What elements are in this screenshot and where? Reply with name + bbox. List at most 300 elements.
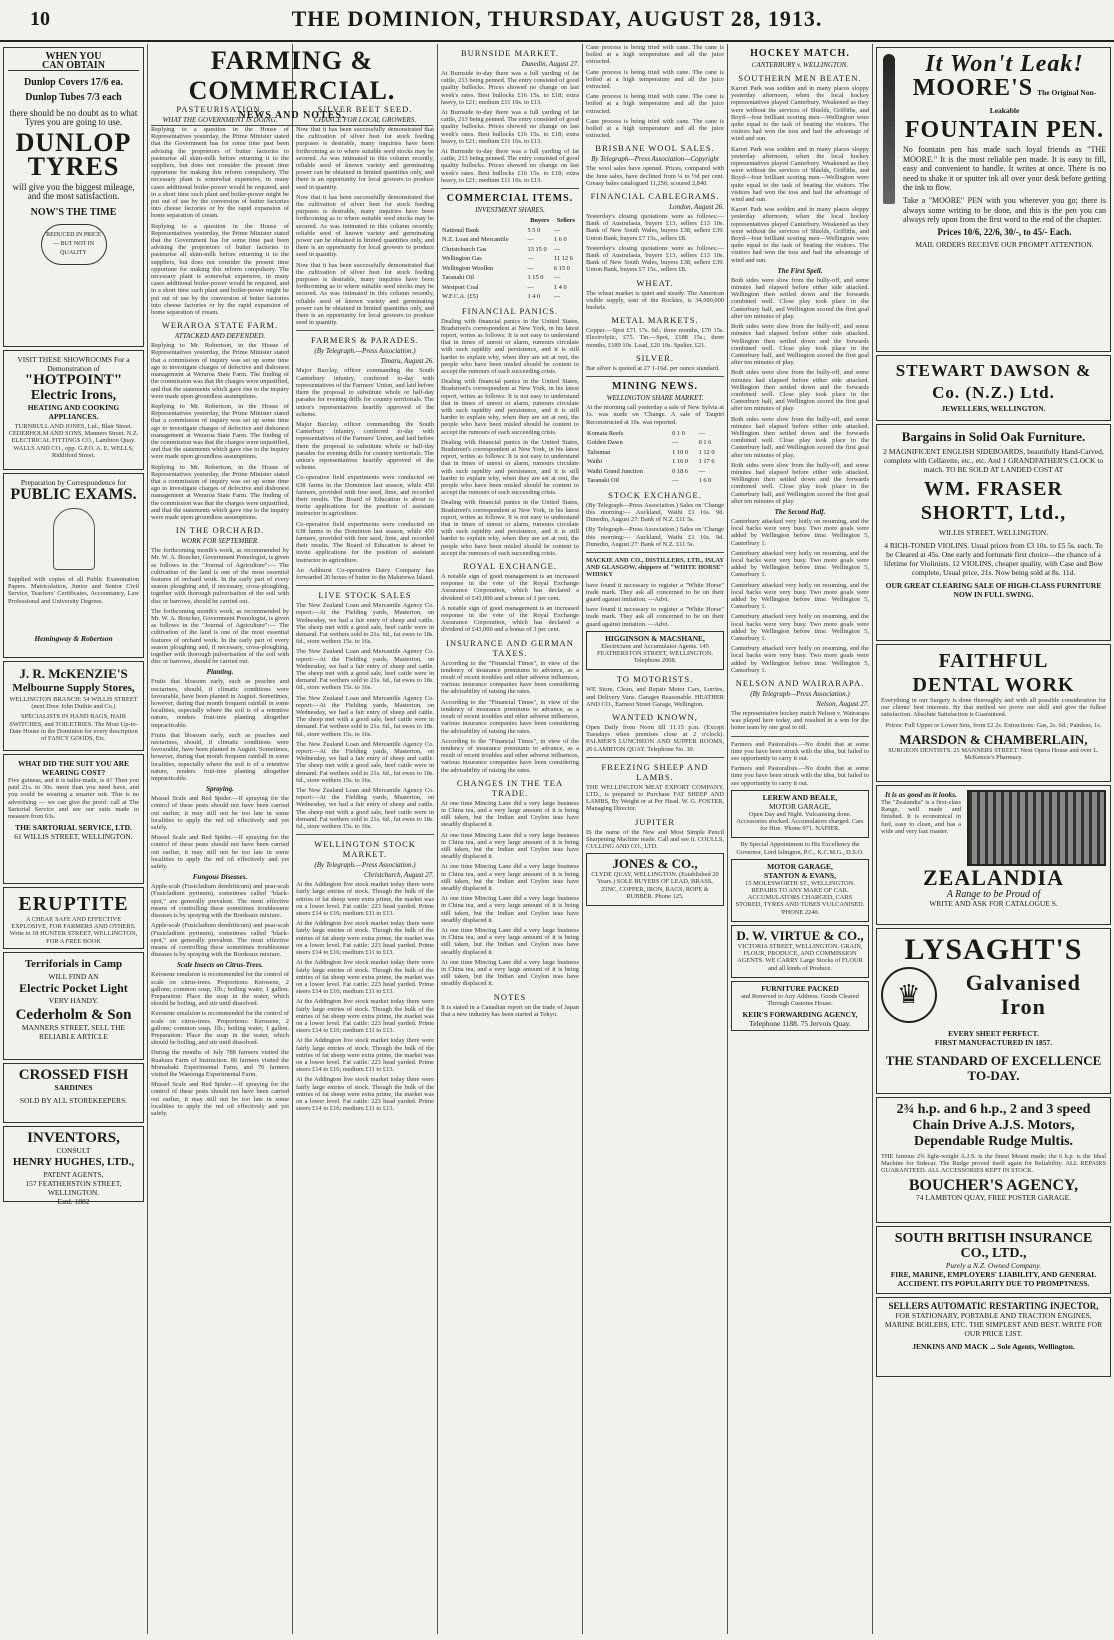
article-subheading: (By Telegraph.—Press Association.): [314, 347, 416, 356]
crossed-fish-sold: SOLD BY ALL STOREKEEPERS.: [19, 1096, 128, 1105]
article-body: The representative hockey match Nelson v. Wairarapa was played here today, and resulted in a win for the home team by one goal to nil.: [731, 710, 869, 732]
article-body: Co-operative field experiments were conducted on 638 farms in the Dominion last season, while 450 farmers, provided with free seed, lime, and recorded their results. The Board of Education is about to invite applications for the position of assistant instructor in agriculture.: [296, 520, 434, 564]
zealandia-body: The "Zealandia" is a first-class Range, well made and finished. It is economical in fuel, easy to clean, and has a wide and very fast roaster.: [881, 799, 961, 835]
column-1: [0, 44, 147, 1634]
article-subheading: By Telegraph—Press Association—Copyright: [591, 155, 719, 164]
whisky-body: have found it necessary to register a "White Horse" trade mark. They ask all concerned to be on their guard against imitation. —Advt.: [586, 606, 724, 628]
moores-pen-ad: [876, 47, 1111, 352]
crossed-fish-ad: [3, 1063, 144, 1123]
table-cell: Waihi: [587, 458, 603, 466]
fraser-address: WILLIS STREET, WELLINGTON.: [938, 528, 1049, 537]
table-cell: 1 6 0: [553, 236, 567, 244]
camp-light: Electric Pocket Light: [19, 981, 128, 995]
article-body: At the Addington live stock market today there were fairly large entries of stock. Though the bulk of the entries of fat sheep were extra prime, the market was on a lower level. Fat cattle: 223 head yarded. Prime steers £14 to £16; medium £11 to £13.: [296, 1037, 434, 1074]
table-cell: 13 15 0: [527, 245, 547, 253]
dental-body: Everything in our Surgery is done thoroughly and with all possible consideration for our clients' best interests. By that method we prove our skill and give the fullest satisfaction. Absolute Satisfaction is Guaranteed.: [881, 697, 1106, 719]
ajs-heading: 2¾ h.p. and 6 h.p., 2 and 3 speed Chain Drive A.J.S. Motors, Dependable Rudge Multis.: [896, 1102, 1091, 1149]
motor-heading: MOTOR GARAGE,: [767, 861, 833, 871]
article-subheading: CANTERBURY v. WELLINGTON.: [751, 61, 849, 69]
article-body: Dealing with financial panics in the United States, Bradstreet's correspondent at New York, in his latest report, writes as follows: It is not easy to understand that in times of unrest or alarm, rumours circulate with such rapidity and persistence, and it is still harder to explain why, when they are set at rest, the people who have been misled should be content to accept the rumours of each succeeding crisis.: [441, 317, 579, 375]
mckenzie-name: J. R. McKENZIE'S: [19, 666, 128, 681]
dunlop-obtain: CAN OBTAIN: [8, 61, 139, 71]
mckenzie-specialists: SPECIALISTS IN HAND BAGS, HAIR SWITCHES, and TOILETRIES. The Most Up-to-Date House in the Dominion for every description of FANCY GOODS, Etc.: [9, 713, 138, 743]
divider: [296, 585, 434, 586]
table-cell: Taranaki Oil: [442, 274, 475, 282]
article-heading: SILVER BEET SEED.: [317, 104, 413, 114]
lerew-ad: [731, 790, 869, 839]
article-body: At the Addington live stock market today there were fairly large entries of stock. Though the bulk of the entries of fat sheep were extra prime, the market was on a lower level. Fat cattle: 223 head yarded. Prime steers £14 to £16; medium £11 to £13.: [296, 881, 434, 918]
lerew-sub: MOTOR GARAGE,: [769, 801, 831, 811]
table-row: [441, 235, 579, 245]
hotpoint-visit: VISIT THESE SHOWROOMS For a Demonstration of: [17, 355, 130, 373]
table-cell: W.F.C.A. (£5): [442, 293, 478, 301]
page-number: 10: [30, 8, 50, 30]
article-body: Yesterday's closing quotations were as follows:— Bank of Australasia, buyers £13, sellers £13 10s. Bank of New South Wales, buyers £38, sellers £39. Union Bank, buyers £7 15s., sellers £8.: [586, 213, 724, 242]
article-heading: COMMERCIAL ITEMS.: [446, 193, 574, 205]
article-heading: PASTEURISATION.: [176, 104, 264, 114]
fraser-shortt-name: WM. FRASER SHORTT, Ltd.,: [920, 478, 1067, 524]
wanted-heading: WANTED KNOWN,: [612, 711, 698, 722]
dunlop-covers: Dunlop Covers 17/6 ea.: [24, 77, 123, 88]
moores-name: MOORE'S: [912, 75, 1034, 101]
hotpoint-agents: TURNBULL AND JONES, Ltd., Blair Street. CEDERHOLM AND SONS, Manners Street. N.Z. ELECTRICAL FITTINGS CO., Lambton Quay. WALLS AND CO., opp. G.P.O. A. E. WELLS, Riddiford Street.: [8, 423, 139, 459]
oak-heading: Bargains in Solid Oak Furniture.: [901, 429, 1086, 444]
dental-ad: [876, 644, 1111, 782]
hotpoint-appliances: HEATING AND COOKING APPLIANCES.: [27, 403, 120, 421]
sartorial-name: THE SARTORIAL SERVICE, LTD.: [15, 823, 132, 833]
article-subheading: (By Telegraph—Press Association.): [750, 690, 850, 699]
mckenzie-store: Melbourne Supply Stores,: [12, 682, 135, 694]
hotpoint-name: "HOTPOINT": [24, 372, 123, 388]
article-body: Mussel Scale and Red Spider.—If spraying for the control of these pests should not have been carried out earlier, it may still not be too late in some localities to apply the red oil effectively and yet safely.: [151, 795, 289, 832]
mckenzie-ad: [3, 661, 144, 751]
article-body: Replying to Mr. Robertson, in the House of Representatives yesterday, the Prime Minister stated that a commission of inquiry was set up some time ago to investigate charges of defective and dishonest management at Weraroa State Farm. The finding of the commission was that the charges were unjustified, and that the statements which gave rise to the inquiry were made upon groundless assumptions.: [151, 342, 289, 400]
furniture-body: and Removed to Any Address. Goods Cleared Through Customs House.: [741, 992, 859, 1007]
article-heading: INSURANCE AND GERMAN TAXES.: [446, 637, 574, 658]
article-body: Cane process is being tried with cane. The cane is boiled at a high temperature and all the juice extracted.: [586, 117, 724, 140]
crown-trade-mark-icon: ♛: [881, 967, 937, 1023]
article-heading: MINING NEWS.: [612, 381, 698, 393]
range-stove-image: [967, 790, 1106, 866]
motorists-body: WE Store, Clean, and Repair Motor Cars, Lorries, and Delivery Vans. Garages Reasonable. HEATHER AND CO., Earnest Street Garage, Wellington.: [586, 686, 724, 708]
dunlop-tyres: TYRES: [27, 152, 120, 181]
article-body: Farmers and Pastoralists.—No doubt that at some time you have been struck with the idea, but failed to see opportunity to carry it out.: [731, 740, 869, 763]
table-cell: —: [553, 293, 561, 301]
jones-body: CLYDE QUAY, WELLINGTON. (Established 20 Years.) SOLE BUYERS OF LEAD, BRASS, ZINC, COPPER, IRON, RAGS, ROPE & RUBBER. Phone 125.: [591, 871, 719, 900]
article-heading: WERAROA STATE FARM.: [161, 320, 279, 331]
divider: [731, 736, 869, 737]
whisky-heading: MACKIE AND CO., DISTILLERS, LTD., ISLAY AND GLASGOW, shippers of "WHITE HORSE" WHISKY: [586, 556, 724, 579]
article-body: Yesterday's closing quotations were as follows:— Bank of Australasia, buyers £13, sellers £13 10s. Bank of New South Wales, buyers £38, sellers £39. Union Bank, buyers £7 15s., sellers £8.: [586, 244, 724, 274]
article-body: Karori Park was sodden and in many places sloppy yesterday afternoon, when the local hockey representatives played Canterbury. Weakened as they were without the services of Shields, Griffiths, and Boyd—four brilliant scoring men—Wellington were quite equal to the task of beating the visitors. The visitors had won the toss and had the advantage of wind and sun.: [731, 206, 869, 264]
pen-body: No fountain pen has made such loyal friends as "THE MOORE." It is the most reliable pen made. It is easy to fill, easy and convenient to handle. It writes at once. There is no need to shake it or sputter ink all over your desk before getting the ink to flow.: [903, 145, 1106, 193]
table-cell: 1 12 0: [698, 448, 715, 456]
table-row: [441, 264, 579, 274]
table-cell: National Bank: [442, 226, 480, 234]
stewart-dawson-sub: JEWELLERS, WELLINGTON.: [941, 404, 1046, 413]
zealandia-tagline: A Range to be Proud of: [946, 889, 1041, 900]
table-cell: —: [672, 477, 679, 485]
exams-body: Supplied with copies of all Public Examination Papers. Matriculation, Junior and Senior Civil Service, Teachers' Certificates, Accountancy, Law Professional and University Degrees.: [8, 576, 139, 605]
jenkins-mack: JENKINS AND MACK ... Sole Agents, Wellington.: [912, 1342, 1075, 1351]
article-body: Now that it has been successfully demonstrated that the cultivation of silver beet for stock feeding purposes is desirable, many inquiries have been forthcoming as to where suitable seed stocks may be secured. As was intimated in this column recently, reliable seed of known variety and germinating power can be obtained in limited quantities only, and there is an opportunity for local growers to produce seed in quantity.: [296, 261, 434, 327]
article-body: Major Barclay, officer commanding the South Canterbury infantry, conferred to-day with representatives of the Farmers' Union, and laid before them the proposal to substitute whole or half-day parades for evening drills for country territorials. The union's representatives heartily approved of the scheme.: [296, 367, 434, 418]
oak-body: 2 MAGNIFICENT ENGLISH SIDEBOARDS, beautifully Hand-Carved, complete with Cellarette, etc., etc. And 1 GRANDFATHER'S CLOCK to match. TO BE SOLD AT LANDED COST AT: [883, 447, 1104, 474]
stewart-dawson-name: STEWART DAWSON & Co. (N.Z.) Ltd.: [895, 361, 1092, 402]
column-6: [728, 44, 872, 1634]
table-row: [441, 254, 579, 264]
sellers-body: FOR STATIONARY, PORTABLE AND TRACTION ENGINES, MARINE BOILERS, ETC. THE SIMPLEST AND BEST. WRITE FOR OUR PRICE LIST.: [884, 1311, 1103, 1338]
article-body: At Burnside to-day there was a full yarding of fat cattle, 213 being penned. The entry consisted of good quality bullocks. Prices showed no change on last week's rates. Best bullocks £16 15s. to £18; extra heavy, to £21; medium £11 10s. to £13.: [441, 148, 579, 184]
article-body: Copper.—Spot £71 17s. 6d.; three months, £70 15s. Electrolytic, £75. Tin.—Spot, £188 15s.; three months, £189 10s. Lead, £20 10s. Spelter, £21.: [586, 327, 724, 349]
table-cell: Wellington Woollen: [442, 264, 494, 272]
masthead: [0, 0, 1114, 42]
article-body: The wheat market is quiet and steady. The American visible supply, east of the Rockies, is 34,600,000 bushels.: [586, 289, 724, 312]
article-body: Replying to a question in the House of Representatives yesterday, the Prime Minister stated that the Government has for some time past been advising the proprietors of butter factories to pasteurise all skim-milk before returning it to the suppliers, but does not consider the present time opportune for making this reform compulsory. The necessary plant is somewhat expensive, in many cases additional boiler-power would be required, and in a short time such plant and boiler-power might be put out of use by the conversion of butter factories into cheese factories or by the rapid expansion of home separation of cream.: [151, 222, 289, 317]
zealandia-top: It is as good as it looks.: [885, 790, 957, 799]
dunlop-when: WHEN YOU: [45, 51, 102, 62]
table-cell: —: [698, 429, 705, 437]
table-row: [586, 457, 724, 467]
jupiter-heading: JUPITER: [634, 816, 676, 827]
table-cell: 6 15 0: [553, 264, 570, 272]
hughes-established: Estd. 1882: [57, 1197, 90, 1206]
article-heading: METAL MARKETS.: [611, 315, 699, 326]
shares-table: [441, 216, 579, 302]
sellers-heading: SELLERS AUTOMATIC RESTARTING INJECTOR,: [888, 1301, 1099, 1311]
cederholm-name: Cederholm & Son: [15, 1007, 132, 1023]
dunlop-brand: DUNLOP: [15, 128, 132, 157]
article-subheading: WELLINGTON SHARE MARKET.: [606, 394, 704, 403]
column-3: [293, 100, 437, 1634]
table-row: [441, 292, 579, 302]
zealandia-ad: [876, 785, 1111, 925]
article-body: A notable sign of good management is an increased response in the vote of the Royal Exchange Assurance Corporation, which has declared a dividend of £43,000 and a bonus of 3 per cent.: [441, 573, 579, 602]
article-heading: SOUTHERN MEN BEATEN.: [738, 73, 862, 83]
table-cell: 0 18 6: [672, 467, 689, 475]
article-body: The New Zealand Loan and Mercantile Agency Co. report:—At the Fielding yards, Masterton, on Wednesday, we had a fair entry of sheep and cattle. The sheep met with a good sale, beef cattle were in demand. Fat wethers sold to 21s. 6d., fat ewes to 18s. 6d., store wethers 15s. to 16s.: [296, 648, 434, 692]
divider: [296, 330, 434, 331]
newspaper-title: THE DOMINION, THURSDAY, AUGUST 28, 1913.: [291, 6, 823, 31]
ajs-body: THE famous 2¾ light-weight A.J.S. is the finest Mount made; the 6 h.p. is the Ideal Machine for Sidecar. The Rudge proved itself again for Reliability. ALL REPAIRS GUARANTEED. ALL ACCESSORIES KEPT IN STOCK.: [881, 1153, 1106, 1175]
table-cell: 0 1 0: [672, 429, 685, 437]
table-cell: Golden Dawn: [587, 439, 623, 447]
pen-take: Take a "MOORE" PEN with you wherever you go; there is always some writing to be done, and this is the pen you can always rely upon from the first word to the end of the chapter.: [903, 195, 1106, 225]
table-row: [441, 245, 579, 255]
furniture-ad: [731, 981, 869, 1031]
article-heading: WHEAT.: [636, 277, 674, 288]
article-heading: STOCK EXCHANGE.: [608, 489, 702, 500]
stanton-name: STANTON & EVANS,: [764, 870, 836, 880]
stanton-ad: [731, 859, 869, 922]
dunlop-ad: [3, 47, 144, 347]
table-cell: Waihi Grand Junction: [587, 467, 643, 475]
fountain-pen-image: [883, 54, 895, 204]
table-cell: 11 12 6: [553, 255, 573, 263]
column-2a: [148, 100, 292, 1634]
article-body: At one time Mincing Lane did a very large business in China tea, and a very large amount of it is being still taken, but the Indian and Ceylon teas have steadily displaced it.: [441, 958, 579, 988]
article-body: At the Addington live stock market today there were fairly large entries of stock. Though the bulk of the entries of fat sheep were extra prime, the market was on a lower level. Fat cattle: 223 head yarded. Prime steers £14 to £16; medium £11 to £13.: [296, 920, 434, 957]
article-body: A notable sign of good management is an increased response in the vote of the Royal Exchange Assurance Corporation, which has declared a dividend of £43,000 and a bonus of 3 per cent.: [441, 604, 579, 634]
article-body: During the months of July 788 farmers visited the Ruakura Farm of Instruction. 86 farmers visited the Momahaki Experimental Farm, and 70 farmers visited the Waerenga Experimental Farm.: [151, 1049, 289, 1078]
table-cell: —: [527, 255, 534, 263]
article-body: Canterbury attacked very hotly on resuming, and the local backs were very busy. Two more goals were added by Wellington before time. Wellington 5, Canterbury 1.: [731, 517, 869, 547]
stewart-dawson-ad: [876, 355, 1111, 421]
sartorial-address: 61 WILLIS STREET, WELLINGTON.: [14, 832, 133, 842]
article-body: The New Zealand Loan and Mercantile Agency Co. report:—At the Fielding yards, Masterton, on Wednesday, we had a fair entry of sheep and cattle. The sheep met with a good sale, beef cattle were in demand. Fat wethers sold to 21s. 6d., fat ewes to 18s. 6d., store wethers 15s. to 16s.: [296, 787, 434, 831]
table-cell: —: [527, 283, 534, 291]
hughes-name: HENRY HUGHES, LTD.,: [12, 1156, 135, 1168]
column-header: [441, 216, 526, 226]
exams-title: PUBLIC EXAMS.: [10, 486, 137, 503]
standard-excellence: THE STANDARD OF EXCELLENCE TO-DAY.: [885, 1053, 1102, 1083]
divider: [441, 188, 579, 189]
article-dateline: Timaru, August 26.: [380, 357, 434, 366]
camp-heading: Terriforials in Camp: [24, 958, 123, 970]
article-body: (By Telegraph—Press Association.) Sales on 'Change this morning:— Auckland, Waihi £1 16s. 9d. Dunedin, August 27: Bank of N.Z. £11 5s.: [586, 501, 724, 524]
article-subheading: Scale Insects on Citrus-Trees.: [176, 961, 264, 970]
article-subheading: WHAT THE GOVERNMENT IS DOING.: [162, 116, 278, 124]
article-body: The New Zealand Loan and Mercantile Agency Co. report:—At the Fielding yards, Masterton, on Wednesday, we had a fair entry of sheep and cattle. The sheep met with a good sale, beef cattle were in demand. Fat wethers sold to 21s. 6d., fat ewes to 18s. 6d., store wethers 15s. to 16s.: [296, 602, 434, 646]
article-subheading: Fungous Diseases.: [192, 873, 248, 882]
clearance-text: OUR GREAT CLEARING SALE OF HIGH-CLASS FURNITURE NOW IN FULL SWING.: [885, 581, 1102, 599]
table-cell: —: [672, 439, 679, 447]
hotpoint-irons: Electric Irons,: [30, 388, 117, 403]
article-body: Karori Park was sodden and in many places sloppy yesterday afternoon, when the local hockey representatives played Canterbury. Weakened as they were without the services of Shields, Griffiths, and Boyd—four brilliant scoring men—Wellington were quite equal to the task of beating the visitors. The visitors had won the toss and had the advantage of wind and sun.: [731, 145, 869, 204]
article-subheading: ATTACKED AND DEFENDED.: [174, 332, 266, 341]
article-body: At one time Mincing Lane did a very large business in China tea, and a very large amount of it is being still taken, but the Indian and Ceylon teas have steadily displaced it.: [441, 831, 579, 861]
table-cell: Taranaki Oil: [587, 477, 620, 485]
hughes-address: 157 FEATHERSTON STREET, WELLINGTON.: [25, 1179, 122, 1197]
mail-orders: MAIL ORDERS RECEIVE OUR PROMPT ATTENTION.: [915, 239, 1094, 249]
column-4: [438, 44, 582, 1634]
article-body: Dealing with financial panics in the United States, Bradstreet's correspondent at New York, in his latest report, writes as follows: It is not easy to understand that in times of unrest or alarm, rumours circulate with such rapidity and persistence, and it is still harder to explain why, when they are set at rest, the people who have been misled should be content to accept the rumours of each succeeding crisis.: [441, 378, 579, 436]
column-5: [583, 44, 727, 1634]
table-row: [441, 283, 579, 293]
article-subheading: Planting.: [206, 668, 234, 677]
exams-prep: Preparation by Correspondence for: [20, 478, 127, 487]
portrait-image: [53, 508, 95, 570]
zealandia-catalogue: WRITE AND ASK FOR CATALOGUE S.: [929, 899, 1058, 908]
table-row: [586, 448, 724, 458]
divider: [296, 834, 434, 835]
article-subheading: CHANCE FOR LOCAL GROWERS.: [313, 116, 417, 124]
divider: [586, 757, 724, 758]
lerew-name: LEREW AND BEALE,: [762, 792, 838, 802]
article-body: At the morning call yesterday a sale of New Sylvia at 1s. was made on 'Change. A sale of Taupiri Reconstructed at 10s. was reported.: [586, 404, 724, 426]
article-body: Canterbury attacked very hotly on resuming, and the local backs were very busy. Two more goals were added by Wellington before time. Wellington 5, Canterbury 1.: [731, 549, 869, 579]
article-body: Canterbury attacked very hotly on resuming, and the local backs were very busy. Two more goals were added by Wellington before time. Wellington 5, Canterbury 1.: [731, 645, 869, 674]
article-body: Dealing with financial panics in the United States, Bradstreet's correspondent at New York, in his latest report, writes as follows: It is not easy to understand that in times of unrest or alarm, rumours circulate with such rapidity and persistence, and it is still harder to explain why, when they are set at rest, the people who have been misled should be content to accept the rumours of each succeeding crisis.: [441, 438, 579, 497]
furniture-heading: FURNITURE PACKED: [761, 983, 839, 993]
article-heading: LIVE STOCK SALES: [318, 590, 412, 601]
table-cell: Westport Coal: [442, 283, 479, 291]
freezing-body: THE WELLINGTON MEAT EXPORT COMPANY, LTD., is prepared to Purchase FAT SHEEP AND LAMBS, By Weight or at Per Head. W. G. FOSTER, Managing Director.: [586, 783, 724, 813]
article-heading: FARMERS & PARADES.: [311, 335, 419, 346]
article-body: According to the "Financial Times", in view of the tendency of insurance premiums to advance, as a result of recent troubles and other adverse influences, various insurance companies have been considering the advisability of raising the rates.: [441, 737, 579, 774]
hotpoint-ad: [3, 350, 144, 470]
marsdon-name: MARSDON & CHAMBERLAIN,: [899, 731, 1088, 747]
boucher-name: BOUCHER'S AGENCY,: [908, 1176, 1079, 1194]
wanted-body: Open Daily from Noon till 11.15 p.m. (Except Tuesdays when premises close at 2 o'clock). PALMER'S LUNCHEON AND SUPPER ROOMS, 20 LAMBTON QUAY. Telephone No. 30.: [586, 723, 724, 753]
boucher-address: 74 LAMBTON QUAY, FREE POSTER GARAGE.: [915, 1192, 1072, 1202]
article-body: Fruits that blossom early, such as peaches and nectarines, should, if climatic conditions were favourable, have been planted in August. Sometimes, however, during that month frequent rainfall in some localities, especially where the soil is of a retentive nature, renders fruit-tree planting altogether impracticable.: [151, 678, 289, 729]
article-body: The New Zealand Loan and Mercantile Agency Co. report:—At the Fielding yards, Masterton, on Wednesday, we had a fair entry of sheep and cattle. The sheep met with a good sale, beef cattle were in demand. Fat wethers sold to 21s. 6d., fat ewes to 18s. 6d., store wethers 15s. to 16s.: [296, 740, 434, 784]
article-body: At one time Mincing Lane did a very large business in China tea, and a very large amount of it is being still taken, but the Indian and Ceylon teas have steadily displaced it.: [441, 926, 579, 956]
table-header-row: [441, 216, 579, 226]
pen-prices: Prices 10/6, 22/6, 30/-, to 45/- Each.: [937, 226, 1072, 237]
hughes-patent: PATENT AGENTS,: [43, 1170, 104, 1179]
article-dateline: Dunedin, August 27.: [521, 60, 579, 68]
article-body: At the Addington live stock market today there were fairly large entries of stock. Though the bulk of the entries of fat sheep were extra prime, the market was on a lower level. Fat cattle: 223 head yarded. Prime steers £14 to £16; medium £11 to £13.: [296, 998, 434, 1035]
table-cell: 1 4 0: [527, 293, 541, 301]
article-body: Fruits that blossom early, such as peaches and nectarines, should, if climatic conditions were favourable, have been planted in August. Sometimes, however, during that month frequent rainfall in some localities, especially where the soil is of a retentive nature, renders fruit-tree planting altogether impracticable.: [151, 731, 289, 783]
article-heading: HOCKEY MATCH.: [750, 48, 850, 59]
inventors-ad: [3, 1126, 144, 1206]
article-heading: BURNSIDE MARKET.: [460, 48, 559, 58]
article-body: An Ashhurst Co-operative Dairy Company has forwarded 20 boxes of butter to the Makerewa Island.: [296, 566, 434, 581]
ajs-motors-ad: [876, 1097, 1111, 1223]
table-cell: Wellington Gas: [442, 255, 482, 263]
suit-body: Five guineas, and it is tailor-made, is it? Then you paid 21s. to 30s. more than you need have, and you could be wearing a smarter suit. This is no advertising — we can give the proof: call at The Sartorial Service and see our suits made to measure from 63s.: [8, 777, 139, 821]
article-heading: NELSON AND WAIRARAPA.: [735, 678, 865, 689]
dental-prices: Prices: Full Upper or Lower Sets, from £2 2s. Extractions: Gas, 2s. 6d.; Painless, 1s.: [885, 721, 1102, 729]
camp-handy: VERY HANDY.: [48, 996, 99, 1005]
motorists-heading: TO MOTORISTS.: [616, 674, 694, 685]
higginson-body: Electricians and Accumulator Agents. 145 FEATHERSTON STREET, WELLINGTON. Telephone 2008.: [597, 642, 713, 665]
south-british-name: SOUTH BRITISH INSURANCE CO., LTD.,: [894, 1231, 1093, 1261]
table-cell: 1 10 0: [672, 448, 689, 456]
south-british-sub: Purely a N.Z. Owned Company.: [945, 1261, 1042, 1270]
leak-heading: It Won't Leak!: [925, 51, 1084, 77]
article-heading: CHANGES IN THE TEA TRADE.: [456, 777, 564, 798]
column-header: Sellers: [556, 217, 575, 225]
table-cell: —: [553, 226, 561, 234]
inventors-heading: INVENTORS,: [27, 1130, 120, 1146]
article-body: Major Barclay, officer commanding the South Canterbury infantry, conferred to-day with representatives of the Farmers' Union, and laid before them the proposal to substitute whole or half-day parades for evening drills for country territorials. The union's representatives heartily approved of the scheme.: [296, 420, 434, 472]
article-heading: FINANCIAL PANICS.: [461, 305, 559, 316]
article-heading: WELLINGTON STOCK MARKET.: [314, 839, 416, 860]
article-dateline: Nelson, August 27.: [816, 700, 869, 709]
mckenzie-address: WELLINGTON BRANCH: 54 WILLIS STREET (next Door John Duthie and Co.): [9, 696, 138, 711]
article-body: Cane process is being tried with cane. The cane is boiled at a high temperature and all the juice extracted.: [586, 93, 724, 115]
exams-ad: [3, 473, 144, 658]
sartorial-ad: [3, 754, 144, 884]
article-subheading: The Second Half.: [774, 507, 826, 516]
table-row: [586, 467, 724, 477]
table-cell: —: [527, 236, 534, 244]
sellers-injector-ad: [876, 1297, 1111, 1377]
table-cell: Christchurch Gas: [442, 245, 487, 253]
fountain-pen-heading: FOUNTAIN PEN.: [904, 117, 1105, 143]
lysaght-name: LYSAGHT'S: [904, 933, 1083, 966]
higginson-ad: [586, 631, 724, 671]
table-cell: Komata Reefs: [587, 429, 624, 437]
dunlop-reduced-badge: REDUCED IN PRICE— BUT NOT IN QUALITY: [41, 224, 107, 265]
south-british-ad: [876, 1226, 1111, 1294]
whisky-body: have found it necessary to register a "White Horse" trade mark. They ask all concerned to be on their guard against imitation. —Advt.: [586, 581, 724, 603]
article-body: Both sides were slow from the bully-off, and some minutes had elapsed before either side attacked. Wellington then settled down and the forwards combined well. Close play took place in the Canterbury half, and Wellington scored the first goal after ten minutes of play.: [731, 323, 869, 367]
jupiter-body: IS the name of the New and Most Simple Pencil Sharpening Machine made. Call and see it. COULLS, CULLING AND CO., LTD.: [586, 828, 724, 850]
higginson-name: HIGGINSON & MACSHANE,: [605, 633, 705, 643]
table-cell: 1 17 6: [698, 458, 715, 466]
article-body: At the Addington live stock market today there were fairly large entries of stock. Though the bulk of the entries of fat sheep were extra prime, the market was on a lower level. Fat cattle: 223 head yarded. Prime steers £14 to £16; medium £11 to £13.: [296, 959, 434, 996]
article-body: At one time Mincing Lane did a very large business in China tea, and a very large amount of it is being still taken, but the Indian and Ceylon teas have steadily displaced it.: [441, 799, 579, 829]
article-dateline: London, August 26.: [669, 203, 724, 212]
violins-text: 4 RICH-TONED VIOLINS. Usual prices from £3 10s. to £5 5s. each. To be Cleared at 45s. One early and fortunate first choice—the chance of a lifetime for Violinists. 12 VIOLINS, cheaper quality, with Case and Bow complete, Usual price, 21s. Now being sold at 8s. 11d.: [884, 541, 1103, 577]
column-7: [873, 44, 1114, 1634]
lysaght-ad: [876, 928, 1111, 1094]
article-body: At one time Mincing Lane did a very large business in China tea, and a very large amount of it is being still taken, but the Indian and Ceylon teas have steadily displaced it.: [441, 863, 579, 892]
mining-table: [586, 429, 724, 486]
virtue-body: VICTORIA STREET, WELLINGTON. GRAIN, FLOUR, PRODUCE, AND COMMISSION AGENTS. WE CARRY Large Stocks of FLOUR and all kinds of Produce.: [737, 942, 863, 972]
article-body: (By Telegraph—Press Association.) Sales on 'Change this morning:— Auckland, Waihi £1 16s. 9d. Dunedin, August 27: Bank of N.Z. £11 5s.: [586, 526, 724, 548]
first-manufactured: FIRST MANUFACTURED IN 1857.: [934, 1038, 1053, 1047]
virtue-ad: [731, 925, 869, 978]
zealandia-logo: ZEALANDIA: [922, 865, 1065, 890]
every-sheet: EVERY SHEET PERFECT.: [948, 1029, 1039, 1038]
table-row: [441, 273, 579, 283]
galvanised-iron: Galvanised Iron: [965, 970, 1081, 1019]
article-subheading: Spraying.: [206, 785, 234, 794]
article-body: Farmers and Pastoralists.—No doubt that at some time you have been struck with the idea, but failed to see opportunity to carry it out.: [731, 765, 869, 787]
article-body: Co-operative field experiments were conducted on 638 farms in the Dominion last season, while 450 farmers, provided with free seed, lime, and recorded their results. The Board of Education is about to invite applications for the position of assistant instructor in agriculture.: [296, 474, 434, 518]
table-cell: —: [553, 245, 561, 253]
table-cell: 1 15 0: [527, 274, 544, 282]
eruptite-desc: A CHEAP, SAFE AND EFFECTIVE EXPLOSIVE, FOR FARMERS AND OTHERS. Write to 18 HUNTER STREET, WELLINGTON, FOR A FREE BOOK: [9, 916, 138, 945]
article-body: Both sides were slow from the bully-off, and some minutes had elapsed before either side attacked. Wellington then settled down and the forwards combined well. Close play took place in the Canterbury half, and Wellington scored the first goal after ten minutes of play.: [731, 461, 869, 505]
south-british-body: FIRE, MARINE, EMPLOYERS' LIABILITY, AND GENERAL ACCIDENT. ITS POPULARITY DUE TO PROMPTNESS.: [890, 1270, 1097, 1288]
dental-heading-2: DENTAL WORK: [912, 674, 1075, 696]
news-heading: NEWS AND NOTES.: [238, 110, 346, 121]
article-body: Apple-scab (Fusicladium dendriticum) and pear-scab (Fusicladium pyrinum), sometimes called "black-spot," are generally prevalent. The most effective means of controlling these sometimes troublesome diseases is by spraying with the Bordeaux mixture.: [151, 883, 289, 920]
dunlop-mileage: will give you the biggest mileage, and the most satisfaction.: [12, 182, 135, 201]
article-body: Replying to Mr. Robertson, in the House of Representatives yesterday, the Prime Minister stated that a commission of inquiry was set up some time ago to investigate charges of defective and dishonest management at Weraroa State Farm. The finding of the commission was that the charges were unjustified, and that the statements which gave rise to the inquiry were made upon groundless assumptions.: [151, 402, 289, 461]
article-heading: BRISBANE WOOL SALES.: [595, 143, 715, 154]
table-cell: 1 4 0: [553, 283, 567, 291]
section-heading: FARMING & COMMERCIAL.: [188, 46, 396, 105]
stanton-body: 15 MOLESWORTH ST., WELLINGTON. REPAIRS TO ANY MAKE OF CAR. ACCUMULATORS CHARGED, CARS STORED, TYRES AND TUBES VULCANISED. 'PHONE 2240.: [735, 879, 865, 916]
table-row: [586, 429, 724, 439]
article-body: Both sides were slow from the bully-off, and some minutes had elapsed before either side attacked. Wellington then settled down and the forwards combined well. Close play took place in the Canterbury half, and Wellington scored the first goal after ten minutes of play.: [731, 369, 869, 413]
article-body: The New Zealand Loan and Mercantile Agency Co. report:—At the Fielding yards, Masterton, on Wednesday, we had a fair entry of sheep and cattle. The sheep met with a good sale, beef cattle were in demand. Fat wethers sold to 21s. 6d., fat ewes to 18s. 6d., store wethers 15s. to 16s.: [296, 694, 434, 738]
marsdon-address: SURGEON DENTISTS. 25 MANNERS STREET. Next Opera House and over L. McKenzie's Pharmacy.: [888, 746, 1099, 762]
article-body: Karori Park was sodden and in many places sloppy yesterday afternoon, when the local hockey representatives played Canterbury. Weakened as they were without the services of Shields, Griffiths, and Boyd—four brilliant scoring men—Wellington were quite equal to the task of beating the visitors. The visitors had won the toss and had the advantage of wind and sun.: [731, 85, 869, 143]
column-header: Buyers: [530, 217, 550, 225]
jones-ad: [586, 853, 724, 906]
article-body: At Burnside to-day there was a full yarding of fat cattle, 213 being penned. The entry consisted of good quality bullocks. Prices showed no change on last week's rates. Best bullocks £16 15s. to £18; extra heavy, to £21; medium £11 10s. to £13.: [441, 109, 579, 145]
article-body: According to the "Financial Times", in view of the tendency of insurance premiums to advance, as a result of recent troubles and other adverse influences, various insurance companies have been considering the advisability of raising the rates.: [441, 659, 579, 696]
lerew-body: Open Day and Night. Vulcanising done. Accessories stocked. Accumulators charged. Cars for Hire. 'Phone 971. NAPIER.: [736, 810, 864, 833]
crossed-fish-sardines: SARDINES: [54, 1083, 93, 1092]
article-body: The wool sales have opened. Prices, compared with the June sales, have declined from ¼ to ½d per cent. Greasy bales catalogued 11,256; scoured 2,840.: [586, 165, 724, 187]
keir-tel: Telephone 1188. 75 Jervois Quay.: [749, 1019, 851, 1029]
table-cell: —: [527, 264, 534, 272]
article-body: Replying to Mr. Robertson, in the House of Representatives yesterday, the Prime Minister stated that a commission of inquiry was set up some time ago to investigate charges of defective and dishonest management at Weraroa State Farm. The finding of the commission was that the charges were unjustified, and that the statements which gave rise to the inquiry were made upon groundless assumptions.: [151, 463, 289, 521]
article-subheading: WORK FOR SEPTEMBER.: [181, 537, 259, 546]
article-body: The forthcoming month's work, as recommended by Mr. W. A. Boucher, Government Pomologist, is given as follows in the "Journal of Agriculture":— The cultivation of the land is one of the most essential features of orchard work. In the early part of every season ploughing and, if necessary, cross-ploughing, together with thorough pulverisation of the soil with disc or harrows, should be carried out.: [151, 547, 289, 605]
pocket-light-ad: [3, 952, 144, 1060]
article-body: Now that it has been successfully demonstrated that the cultivation of silver beet for stock feeding purposes is desirable, many inquiries have been forthcoming as to where suitable seed stocks may be secured. As was intimated in this column recently, reliable seed of known variety and germinating power can be obtained in limited quantities only, and there is an opportunity for local growers to produce seed in quantity.: [296, 193, 434, 259]
camp-will: WILL FIND AN: [48, 972, 99, 981]
article-body: The forthcoming month's work, as recommended by Mr. W. A. Boucher, Government Pomologist, is given as follows in the "Journal of Agriculture":— The cultivation of the land is one of the most essential features of orchard work. In the early part of every season ploughing and, if necessary, cross-ploughing, together with thorough pulverisation of the soil with disc or harrows, should be carried out.: [151, 607, 289, 666]
dunlop-doubt: there should be no doubt as to what Tyres you are going to use.: [9, 108, 138, 127]
article-body: Kerosene emulsion is recommended for the control of scale on citrus-trees. Proportions: Kerosene, 2 gallons; common soap, 1lb.; boiling water, 1 gallon. Preparation: Place the soap in the water, which should be boiling, and stir until dissolved.: [151, 971, 289, 1008]
dunlop-now: NOW'S THE TIME: [30, 207, 117, 218]
virtue-name: D. W. VIRTUE & CO.,: [736, 927, 864, 943]
cederholm-address: MANNERS STREET, SELL THE RELIABLE ARTICLE: [21, 1023, 126, 1041]
article-body: Dealing with financial panics in the United States, Bradstreet's correspondent at New York, in his latest report, writes as follows: It is not easy to understand that in times of unrest or alarm, rumours circulate with such rapidity and persistence, and it is still harder to explain why, when they are set at rest, the people who have been misled should be content to accept the rumours of each succeeding crisis.: [441, 499, 579, 557]
